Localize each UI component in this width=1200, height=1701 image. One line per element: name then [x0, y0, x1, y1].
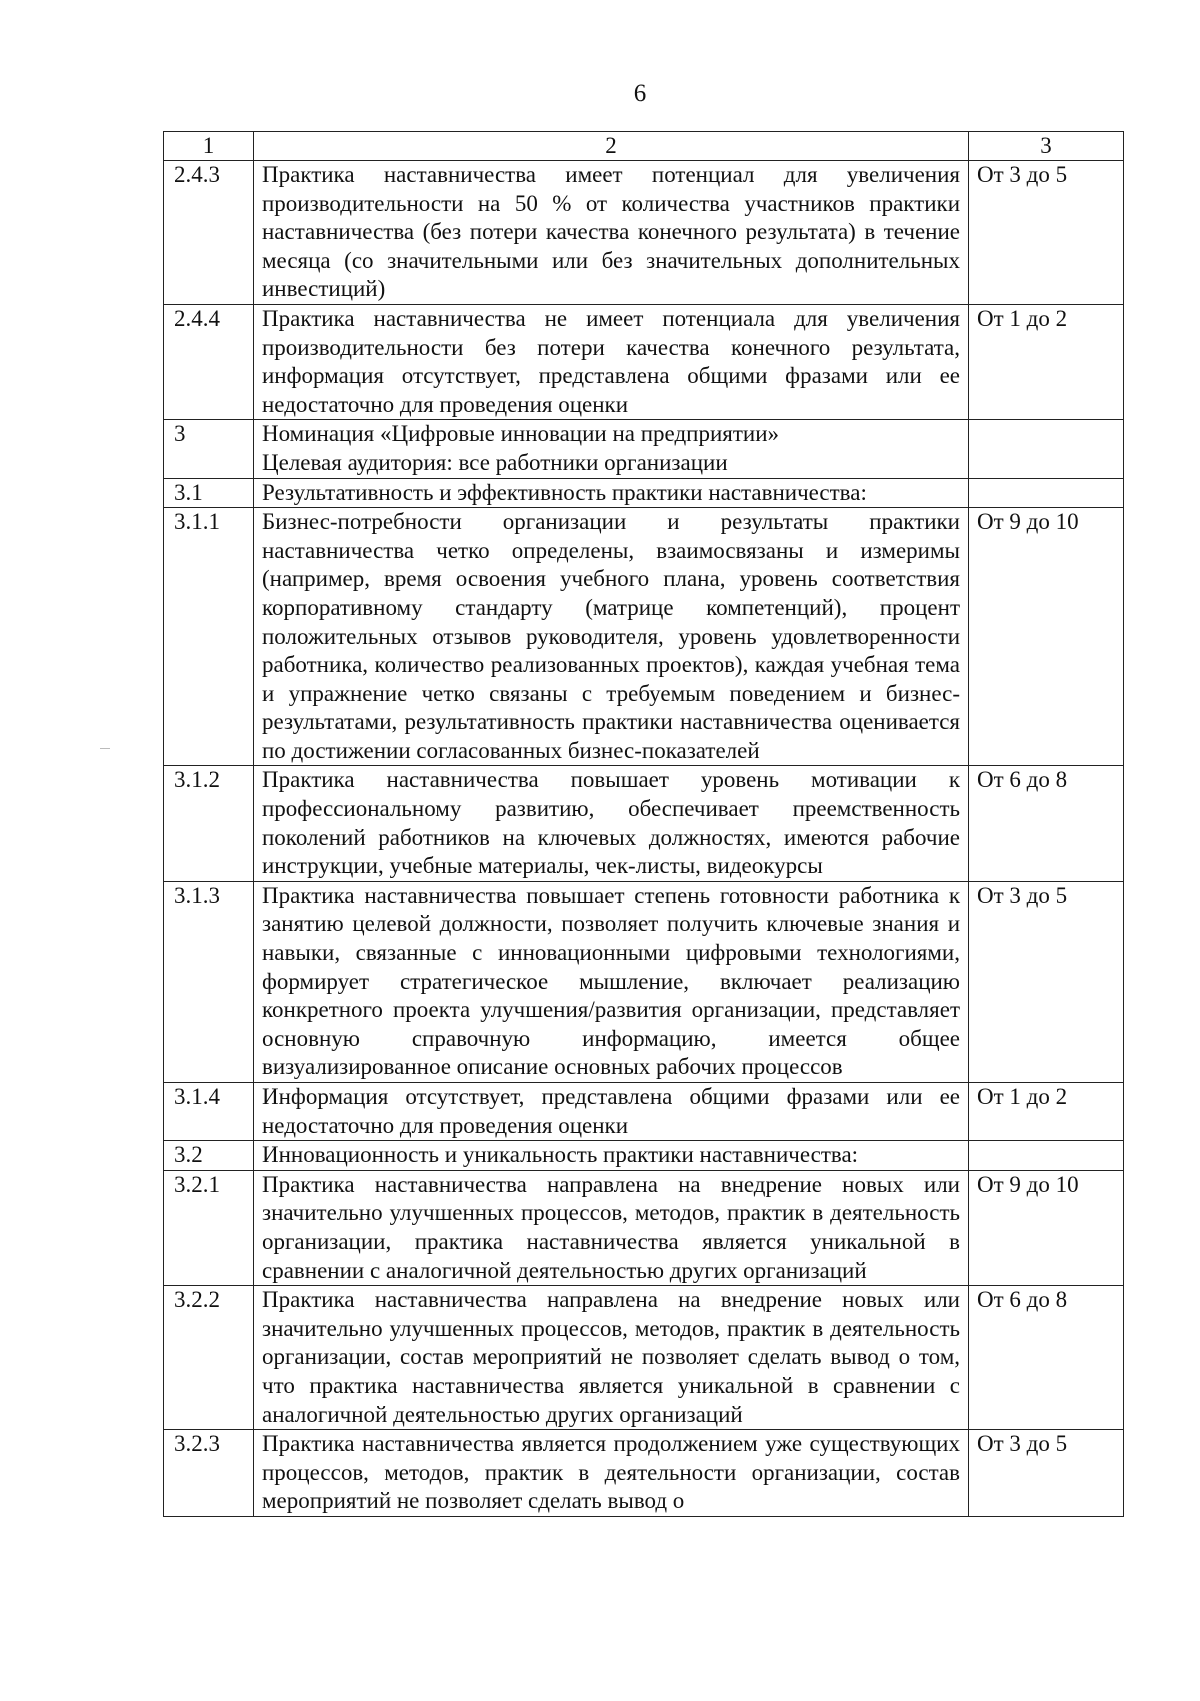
row-description: Информация отсутствует, представлена общими фразами или ее недостаточно для проведения оценки: [254, 1083, 969, 1141]
row-score: [969, 478, 1124, 508]
row-description: Практика наставничества является продолжением уже существующих процессов, методов, практик в деятельности организации, состав мероприятий не позволяет сделать вывод о: [254, 1430, 969, 1517]
row-description: Практика наставничества повышает уровень мотивации к профессиональному развитию, обеспечивает преемственность поколений работников на ключевых должностях, имеются рабочие инструкции, учебные материалы, чек-листы, видеокурсы: [254, 766, 969, 881]
row-number: 3.2.2: [164, 1286, 254, 1430]
table-row: [164, 161, 1124, 305]
column-header-3: 3: [969, 132, 1124, 161]
margin-mark: [100, 748, 110, 749]
row-number: 3.2.3: [164, 1430, 254, 1517]
table-header-row: [164, 132, 1124, 161]
row-score: От 9 до 10: [969, 1170, 1124, 1285]
row-score: [969, 420, 1124, 478]
row-number: 3.1.4: [164, 1083, 254, 1141]
row-score: От 1 до 2: [969, 1083, 1124, 1141]
table-row: [164, 1170, 1124, 1285]
row-description: Инновационность и уникальность практики наставничества:: [254, 1141, 969, 1171]
row-description: Практика наставничества имеет потенциал для увеличения производительности на 50 % от количества участников практики наставничества (без потери качества конечного результата) в течение месяца (со значительными или без значительных дополнительных инвестиций): [254, 161, 969, 305]
column-header-2: 2: [254, 132, 969, 161]
row-score: От 1 до 2: [969, 304, 1124, 419]
table-row: [164, 304, 1124, 419]
row-number: 2.4.4: [164, 304, 254, 419]
row-number: 3.1.3: [164, 881, 254, 1082]
row-number: 3.1.2: [164, 766, 254, 881]
row-number: 3.1.1: [164, 508, 254, 766]
table-row: [164, 1141, 1124, 1171]
row-score: От 6 до 8: [969, 1286, 1124, 1430]
row-score: От 3 до 5: [969, 1430, 1124, 1517]
column-header-1: 1: [164, 132, 254, 161]
row-description: Бизнес-потребности организации и результаты практики наставничества четко определены, взаимосвязаны и измеримы (например, время освоения учебного плана, уровень соответствия корпоративному стандарту (матрице компетенций), процент положительных отзывов руководителя, уровень удовлетворенности работника, количество реализованных проектов), каждая учебная тема и упражнение четко связаны с требуемым поведением и бизнес-результатами, результативность практики наставничества оценивается по достижении согласованных бизнес-показателей: [254, 508, 969, 766]
table-row: [164, 1083, 1124, 1141]
table-row: [164, 766, 1124, 881]
row-number: 3.2.1: [164, 1170, 254, 1285]
row-description: Практика наставничества не имеет потенциала для увеличения производительности без потери качества конечного результата, информация отсутствует, представлена общими фразами или ее недостаточно для проведения оценки: [254, 304, 969, 419]
table-row: [164, 420, 1124, 478]
row-score: От 3 до 5: [969, 881, 1124, 1082]
table-body: [164, 132, 1124, 1517]
table-row: [164, 1430, 1124, 1517]
table-row: [164, 1286, 1124, 1430]
table-row: [164, 478, 1124, 508]
row-score: От 9 до 10: [969, 508, 1124, 766]
row-score: [969, 1141, 1124, 1171]
row-description: Результативность и эффективность практики наставничества:: [254, 478, 969, 508]
row-number: 2.4.3: [164, 161, 254, 305]
criteria-table: [163, 131, 1124, 1517]
row-score: От 3 до 5: [969, 161, 1124, 305]
row-description: Номинация «Цифровые инновации на предприятии» Целевая аудитория: все работники организации: [254, 420, 969, 478]
page-number: 6: [633, 80, 647, 107]
table-row: [164, 508, 1124, 766]
row-description: Практика наставничества направлена на внедрение новых или значительно улучшенных процессов, методов, практик в деятельность организации, практика наставничества является уникальной в сравнении с аналогичной деятельностью других организаций: [254, 1170, 969, 1285]
row-description: Практика наставничества направлена на внедрение новых или значительно улучшенных процессов, методов, практик в деятельность организации, состав мероприятий не позволяет сделать вывод о том, что практика наставничества является уникальной в сравнении с аналогичной деятельностью других организаций: [254, 1286, 969, 1430]
row-description: Практика наставничества повышает степень готовности работника к занятию целевой должности, позволяет получить ключевые знания и навыки, связанные с инновационными цифровыми технологиями, формирует стратегическое мышление, включает реализацию конкретного проекта улучшения/развития организации, представляет основную справочную информацию, имеется общее визуализированное описание основных рабочих процессов: [254, 881, 969, 1082]
table-row: [164, 881, 1124, 1082]
row-number: 3.1: [164, 478, 254, 508]
row-score: От 6 до 8: [969, 766, 1124, 881]
row-number: 3: [164, 420, 254, 478]
row-number: 3.2: [164, 1141, 254, 1171]
